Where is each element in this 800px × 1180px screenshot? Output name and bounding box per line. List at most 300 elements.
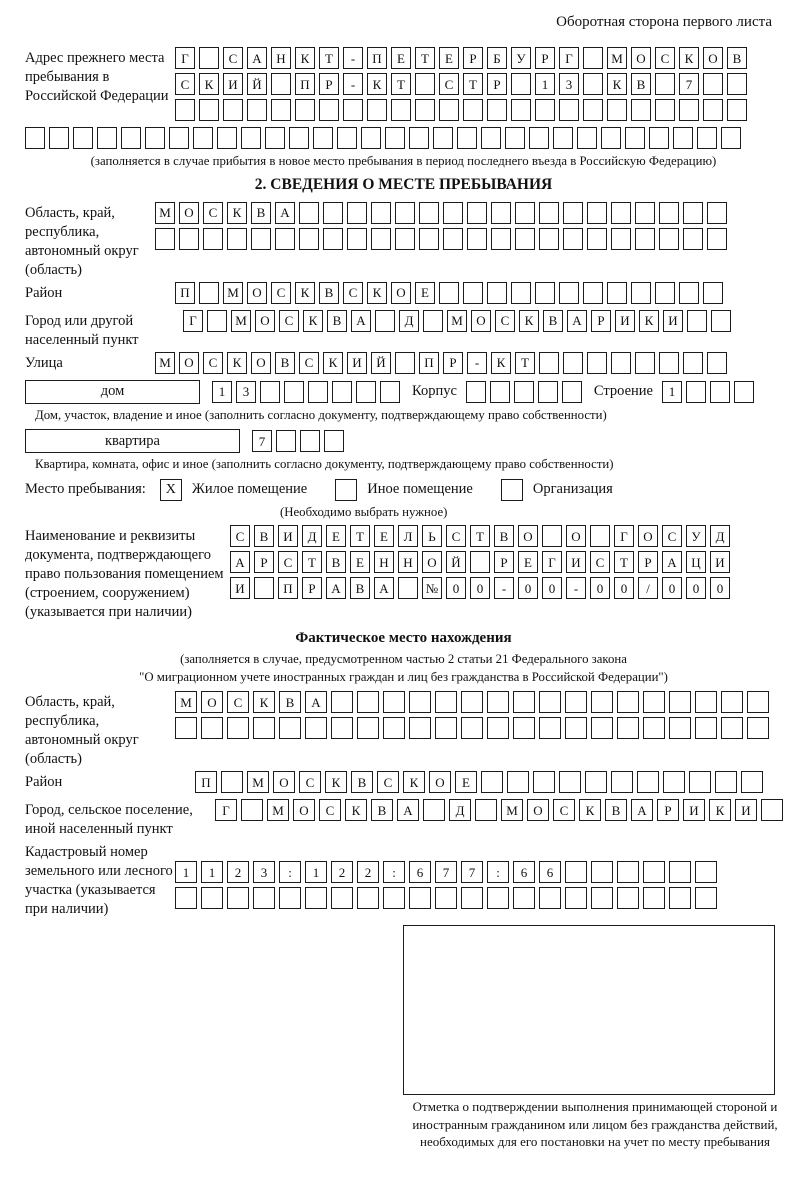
char-cell[interactable] — [559, 282, 579, 304]
char-cell[interactable] — [617, 887, 639, 909]
char-cell[interactable] — [179, 228, 199, 250]
char-cell[interactable]: К — [199, 73, 219, 95]
char-cell[interactable]: У — [686, 525, 706, 547]
char-cell[interactable]: С — [553, 799, 575, 821]
char-cell[interactable] — [591, 861, 613, 883]
char-cell[interactable] — [439, 99, 459, 121]
char-cell[interactable]: М — [175, 691, 197, 713]
char-cell[interactable] — [513, 717, 535, 739]
char-cell[interactable]: П — [419, 352, 439, 374]
char-cell[interactable]: Т — [614, 551, 634, 573]
char-cell[interactable]: Е — [326, 525, 346, 547]
char-cell[interactable]: Т — [463, 73, 483, 95]
char-cell[interactable] — [655, 282, 675, 304]
char-cell[interactable] — [254, 577, 274, 599]
char-cell[interactable]: Р — [657, 799, 679, 821]
char-cell[interactable] — [507, 771, 529, 793]
char-cell[interactable]: О — [179, 202, 199, 224]
char-cell[interactable]: Н — [398, 551, 418, 573]
char-cell[interactable]: М — [501, 799, 523, 821]
char-cell[interactable]: 0 — [470, 577, 490, 599]
char-cell[interactable] — [617, 861, 639, 883]
char-cell[interactable]: Р — [638, 551, 658, 573]
char-cell[interactable]: В — [351, 771, 373, 793]
char-cell[interactable] — [707, 228, 727, 250]
char-cell[interactable]: Т — [470, 525, 490, 547]
char-cell[interactable] — [395, 228, 415, 250]
char-cell[interactable] — [487, 282, 507, 304]
char-cell[interactable] — [669, 717, 691, 739]
residential-checkbox[interactable]: X — [160, 479, 182, 501]
char-cell[interactable] — [703, 73, 723, 95]
char-cell[interactable] — [380, 381, 400, 403]
char-cell[interactable] — [689, 771, 711, 793]
char-cell[interactable]: 1 — [305, 861, 327, 883]
char-cell[interactable] — [251, 228, 271, 250]
char-cell[interactable] — [625, 127, 645, 149]
char-cell[interactable] — [747, 717, 769, 739]
char-cell[interactable]: Е — [350, 551, 370, 573]
char-cell[interactable] — [669, 887, 691, 909]
char-cell[interactable] — [511, 73, 531, 95]
char-cell[interactable]: И — [710, 551, 730, 573]
char-cell[interactable]: С — [279, 310, 299, 332]
char-cell[interactable]: С — [655, 47, 675, 69]
char-cell[interactable] — [207, 310, 227, 332]
char-cell[interactable] — [683, 202, 703, 224]
char-cell[interactable] — [443, 228, 463, 250]
char-cell[interactable] — [175, 887, 197, 909]
char-cell[interactable] — [515, 228, 535, 250]
char-cell[interactable]: 0 — [686, 577, 706, 599]
char-cell[interactable]: О — [391, 282, 411, 304]
char-cell[interactable] — [271, 73, 291, 95]
char-cell[interactable] — [299, 228, 319, 250]
char-cell[interactable] — [539, 691, 561, 713]
char-cell[interactable]: И — [278, 525, 298, 547]
char-cell[interactable] — [565, 887, 587, 909]
char-cell[interactable]: 1 — [535, 73, 555, 95]
char-cell[interactable] — [611, 228, 631, 250]
char-cell[interactable]: К — [639, 310, 659, 332]
char-cell[interactable] — [49, 127, 69, 149]
char-cell[interactable] — [323, 202, 343, 224]
char-cell[interactable] — [585, 771, 607, 793]
char-cell[interactable] — [25, 127, 45, 149]
char-cell[interactable] — [419, 228, 439, 250]
char-cell[interactable]: В — [251, 202, 271, 224]
char-cell[interactable]: В — [279, 691, 301, 713]
char-cell[interactable] — [481, 771, 503, 793]
char-cell[interactable]: Г — [175, 47, 195, 69]
char-cell[interactable]: Й — [446, 551, 466, 573]
char-cell[interactable] — [505, 127, 525, 149]
char-cell[interactable]: А — [631, 799, 653, 821]
char-cell[interactable] — [284, 381, 304, 403]
char-cell[interactable] — [175, 717, 197, 739]
char-cell[interactable] — [617, 691, 639, 713]
char-cell[interactable]: Р — [494, 551, 514, 573]
char-cell[interactable] — [563, 202, 583, 224]
char-cell[interactable]: С — [227, 691, 249, 713]
char-cell[interactable]: 1 — [201, 861, 223, 883]
char-cell[interactable] — [199, 99, 219, 121]
char-cell[interactable] — [695, 691, 717, 713]
char-cell[interactable]: С — [203, 202, 223, 224]
char-cell[interactable]: В — [371, 799, 393, 821]
char-cell[interactable] — [539, 352, 559, 374]
char-cell[interactable] — [659, 352, 679, 374]
char-cell[interactable]: А — [230, 551, 250, 573]
char-cell[interactable] — [591, 691, 613, 713]
char-cell[interactable]: О — [273, 771, 295, 793]
char-cell[interactable]: Е — [455, 771, 477, 793]
char-cell[interactable]: Г — [542, 551, 562, 573]
char-cell[interactable] — [223, 99, 243, 121]
char-cell[interactable]: К — [367, 282, 387, 304]
char-cell[interactable]: / — [638, 577, 658, 599]
char-cell[interactable] — [221, 771, 243, 793]
char-cell[interactable] — [463, 99, 483, 121]
char-cell[interactable]: К — [325, 771, 347, 793]
char-cell[interactable]: Р — [535, 47, 555, 69]
char-cell[interactable]: 7 — [679, 73, 699, 95]
char-cell[interactable] — [655, 99, 675, 121]
char-cell[interactable]: В — [327, 310, 347, 332]
char-cell[interactable]: К — [367, 73, 387, 95]
char-cell[interactable] — [490, 381, 510, 403]
char-cell[interactable]: Ц — [686, 551, 706, 573]
char-cell[interactable]: А — [275, 202, 295, 224]
char-cell[interactable]: : — [279, 861, 301, 883]
char-cell[interactable] — [611, 771, 633, 793]
char-cell[interactable]: Р — [302, 577, 322, 599]
char-cell[interactable] — [635, 352, 655, 374]
char-cell[interactable]: 3 — [253, 861, 275, 883]
char-cell[interactable]: К — [345, 799, 367, 821]
char-cell[interactable] — [703, 99, 723, 121]
char-cell[interactable]: С — [223, 47, 243, 69]
char-cell[interactable] — [308, 381, 328, 403]
char-cell[interactable] — [357, 717, 379, 739]
char-cell[interactable]: Т — [319, 47, 339, 69]
char-cell[interactable] — [721, 127, 741, 149]
char-cell[interactable]: К — [403, 771, 425, 793]
char-cell[interactable] — [253, 717, 275, 739]
char-cell[interactable] — [607, 99, 627, 121]
char-cell[interactable] — [669, 861, 691, 883]
char-cell[interactable]: № — [422, 577, 442, 599]
char-cell[interactable]: С — [271, 282, 291, 304]
other-premises-checkbox[interactable] — [335, 479, 357, 501]
char-cell[interactable] — [383, 691, 405, 713]
char-cell[interactable]: К — [519, 310, 539, 332]
char-cell[interactable] — [631, 99, 651, 121]
char-cell[interactable]: П — [195, 771, 217, 793]
char-cell[interactable] — [643, 861, 665, 883]
char-cell[interactable] — [686, 381, 706, 403]
char-cell[interactable] — [300, 430, 320, 452]
char-cell[interactable] — [470, 551, 490, 573]
char-cell[interactable] — [395, 352, 415, 374]
char-cell[interactable]: М — [155, 202, 175, 224]
char-cell[interactable] — [487, 99, 507, 121]
char-cell[interactable]: В — [543, 310, 563, 332]
char-cell[interactable]: О — [518, 525, 538, 547]
char-cell[interactable]: Д — [399, 310, 419, 332]
char-cell[interactable]: К — [227, 352, 247, 374]
char-cell[interactable] — [203, 228, 223, 250]
char-cell[interactable] — [337, 127, 357, 149]
char-cell[interactable] — [169, 127, 189, 149]
char-cell[interactable] — [515, 202, 535, 224]
char-cell[interactable]: - — [467, 352, 487, 374]
char-cell[interactable] — [673, 127, 693, 149]
char-cell[interactable]: А — [397, 799, 419, 821]
char-cell[interactable]: И — [566, 551, 586, 573]
char-cell[interactable]: П — [367, 47, 387, 69]
char-cell[interactable]: С — [299, 352, 319, 374]
char-cell[interactable]: К — [579, 799, 601, 821]
char-cell[interactable] — [271, 99, 291, 121]
char-cell[interactable] — [559, 99, 579, 121]
char-cell[interactable] — [601, 127, 621, 149]
char-cell[interactable] — [721, 717, 743, 739]
char-cell[interactable]: Ь — [422, 525, 442, 547]
char-cell[interactable] — [357, 887, 379, 909]
char-cell[interactable] — [439, 282, 459, 304]
char-cell[interactable]: В — [254, 525, 274, 547]
char-cell[interactable]: О — [251, 352, 271, 374]
char-cell[interactable] — [635, 202, 655, 224]
char-cell[interactable] — [707, 352, 727, 374]
char-cell[interactable] — [415, 99, 435, 121]
char-cell[interactable]: М — [447, 310, 467, 332]
char-cell[interactable]: И — [663, 310, 683, 332]
char-cell[interactable]: Г — [183, 310, 203, 332]
char-cell[interactable] — [201, 717, 223, 739]
char-cell[interactable] — [513, 887, 535, 909]
char-cell[interactable] — [279, 887, 301, 909]
char-cell[interactable] — [529, 127, 549, 149]
char-cell[interactable]: С — [319, 799, 341, 821]
char-cell[interactable] — [415, 73, 435, 95]
char-cell[interactable]: 7 — [461, 861, 483, 883]
char-cell[interactable] — [535, 99, 555, 121]
char-cell[interactable]: Р — [254, 551, 274, 573]
char-cell[interactable] — [305, 887, 327, 909]
char-cell[interactable]: С — [278, 551, 298, 573]
char-cell[interactable]: 0 — [614, 577, 634, 599]
char-cell[interactable] — [711, 310, 731, 332]
char-cell[interactable]: Р — [443, 352, 463, 374]
char-cell[interactable]: К — [227, 202, 247, 224]
char-cell[interactable]: М — [267, 799, 289, 821]
char-cell[interactable]: Л — [398, 525, 418, 547]
char-cell[interactable]: И — [683, 799, 705, 821]
char-cell[interactable]: 0 — [662, 577, 682, 599]
char-cell[interactable] — [461, 887, 483, 909]
char-cell[interactable] — [289, 127, 309, 149]
char-cell[interactable] — [659, 228, 679, 250]
char-cell[interactable]: У — [511, 47, 531, 69]
char-cell[interactable] — [707, 202, 727, 224]
char-cell[interactable]: 7 — [435, 861, 457, 883]
char-cell[interactable]: Н — [374, 551, 394, 573]
char-cell[interactable]: М — [155, 352, 175, 374]
char-cell[interactable]: - — [343, 73, 363, 95]
char-cell[interactable] — [241, 127, 261, 149]
char-cell[interactable] — [583, 282, 603, 304]
char-cell[interactable] — [375, 310, 395, 332]
char-cell[interactable]: 6 — [513, 861, 535, 883]
char-cell[interactable]: К — [709, 799, 731, 821]
char-cell[interactable] — [563, 352, 583, 374]
char-cell[interactable]: Д — [449, 799, 471, 821]
char-cell[interactable]: К — [323, 352, 343, 374]
char-cell[interactable] — [727, 99, 747, 121]
char-cell[interactable] — [553, 127, 573, 149]
char-cell[interactable] — [461, 717, 483, 739]
char-cell[interactable] — [643, 717, 665, 739]
char-cell[interactable]: О — [247, 282, 267, 304]
char-cell[interactable] — [275, 228, 295, 250]
char-cell[interactable]: В — [631, 73, 651, 95]
char-cell[interactable] — [715, 771, 737, 793]
char-cell[interactable]: 2 — [227, 861, 249, 883]
char-cell[interactable] — [511, 99, 531, 121]
char-cell[interactable]: С — [439, 73, 459, 95]
char-cell[interactable]: А — [374, 577, 394, 599]
char-cell[interactable] — [367, 99, 387, 121]
char-cell[interactable] — [199, 47, 219, 69]
char-cell[interactable]: В — [727, 47, 747, 69]
char-cell[interactable]: О — [179, 352, 199, 374]
char-cell[interactable] — [357, 691, 379, 713]
char-cell[interactable] — [253, 887, 275, 909]
char-cell[interactable]: 3 — [559, 73, 579, 95]
char-cell[interactable] — [457, 127, 477, 149]
char-cell[interactable] — [565, 861, 587, 883]
char-cell[interactable]: С — [299, 771, 321, 793]
char-cell[interactable] — [617, 717, 639, 739]
char-cell[interactable] — [305, 717, 327, 739]
char-cell[interactable]: 3 — [236, 381, 256, 403]
char-cell[interactable] — [443, 202, 463, 224]
char-cell[interactable]: О — [255, 310, 275, 332]
char-cell[interactable] — [295, 99, 315, 121]
char-cell[interactable]: - — [343, 47, 363, 69]
char-cell[interactable]: С — [230, 525, 250, 547]
char-cell[interactable]: О — [527, 799, 549, 821]
char-cell[interactable] — [475, 799, 497, 821]
char-cell[interactable] — [683, 352, 703, 374]
char-cell[interactable]: К — [295, 282, 315, 304]
char-cell[interactable] — [332, 381, 352, 403]
char-cell[interactable]: К — [253, 691, 275, 713]
char-cell[interactable] — [542, 525, 562, 547]
char-cell[interactable] — [193, 127, 213, 149]
char-cell[interactable]: О — [422, 551, 442, 573]
char-cell[interactable] — [687, 310, 707, 332]
char-cell[interactable]: Г — [614, 525, 634, 547]
char-cell[interactable]: Д — [710, 525, 730, 547]
char-cell[interactable] — [423, 310, 443, 332]
char-cell[interactable]: О — [631, 47, 651, 69]
char-cell[interactable] — [73, 127, 93, 149]
char-cell[interactable] — [361, 127, 381, 149]
char-cell[interactable] — [583, 73, 603, 95]
char-cell[interactable]: А — [247, 47, 267, 69]
char-cell[interactable]: 6 — [539, 861, 561, 883]
char-cell[interactable]: 2 — [331, 861, 353, 883]
char-cell[interactable]: А — [662, 551, 682, 573]
char-cell[interactable] — [347, 202, 367, 224]
char-cell[interactable]: С — [662, 525, 682, 547]
char-cell[interactable]: В — [494, 525, 514, 547]
char-cell[interactable] — [727, 73, 747, 95]
char-cell[interactable] — [649, 127, 669, 149]
organization-checkbox[interactable] — [501, 479, 523, 501]
char-cell[interactable] — [695, 861, 717, 883]
char-cell[interactable] — [260, 381, 280, 403]
char-cell[interactable]: Б — [487, 47, 507, 69]
char-cell[interactable]: 0 — [710, 577, 730, 599]
char-cell[interactable] — [565, 717, 587, 739]
char-cell[interactable] — [761, 799, 783, 821]
char-cell[interactable]: А — [567, 310, 587, 332]
char-cell[interactable]: 1 — [662, 381, 682, 403]
char-cell[interactable] — [695, 887, 717, 909]
char-cell[interactable] — [435, 691, 457, 713]
char-cell[interactable]: 6 — [409, 861, 431, 883]
char-cell[interactable] — [511, 282, 531, 304]
char-cell[interactable] — [607, 282, 627, 304]
char-cell[interactable] — [409, 691, 431, 713]
char-cell[interactable]: 0 — [542, 577, 562, 599]
char-cell[interactable]: В — [350, 577, 370, 599]
char-cell[interactable] — [577, 127, 597, 149]
char-cell[interactable] — [435, 887, 457, 909]
char-cell[interactable]: С — [590, 551, 610, 573]
char-cell[interactable]: Е — [518, 551, 538, 573]
char-cell[interactable] — [697, 127, 717, 149]
char-cell[interactable]: - — [566, 577, 586, 599]
char-cell[interactable]: О — [703, 47, 723, 69]
char-cell[interactable]: К — [295, 47, 315, 69]
char-cell[interactable] — [433, 127, 453, 149]
char-cell[interactable] — [356, 381, 376, 403]
char-cell[interactable] — [201, 887, 223, 909]
char-cell[interactable] — [487, 887, 509, 909]
char-cell[interactable]: К — [607, 73, 627, 95]
char-cell[interactable] — [241, 799, 263, 821]
char-cell[interactable] — [539, 228, 559, 250]
char-cell[interactable]: 0 — [590, 577, 610, 599]
char-cell[interactable] — [409, 887, 431, 909]
char-cell[interactable] — [533, 771, 555, 793]
char-cell[interactable] — [655, 73, 675, 95]
char-cell[interactable]: Р — [591, 310, 611, 332]
char-cell[interactable] — [695, 717, 717, 739]
char-cell[interactable]: С — [203, 352, 223, 374]
char-cell[interactable] — [97, 127, 117, 149]
char-cell[interactable] — [514, 381, 534, 403]
char-cell[interactable]: - — [494, 577, 514, 599]
char-cell[interactable]: Е — [374, 525, 394, 547]
char-cell[interactable] — [247, 99, 267, 121]
char-cell[interactable] — [199, 282, 219, 304]
